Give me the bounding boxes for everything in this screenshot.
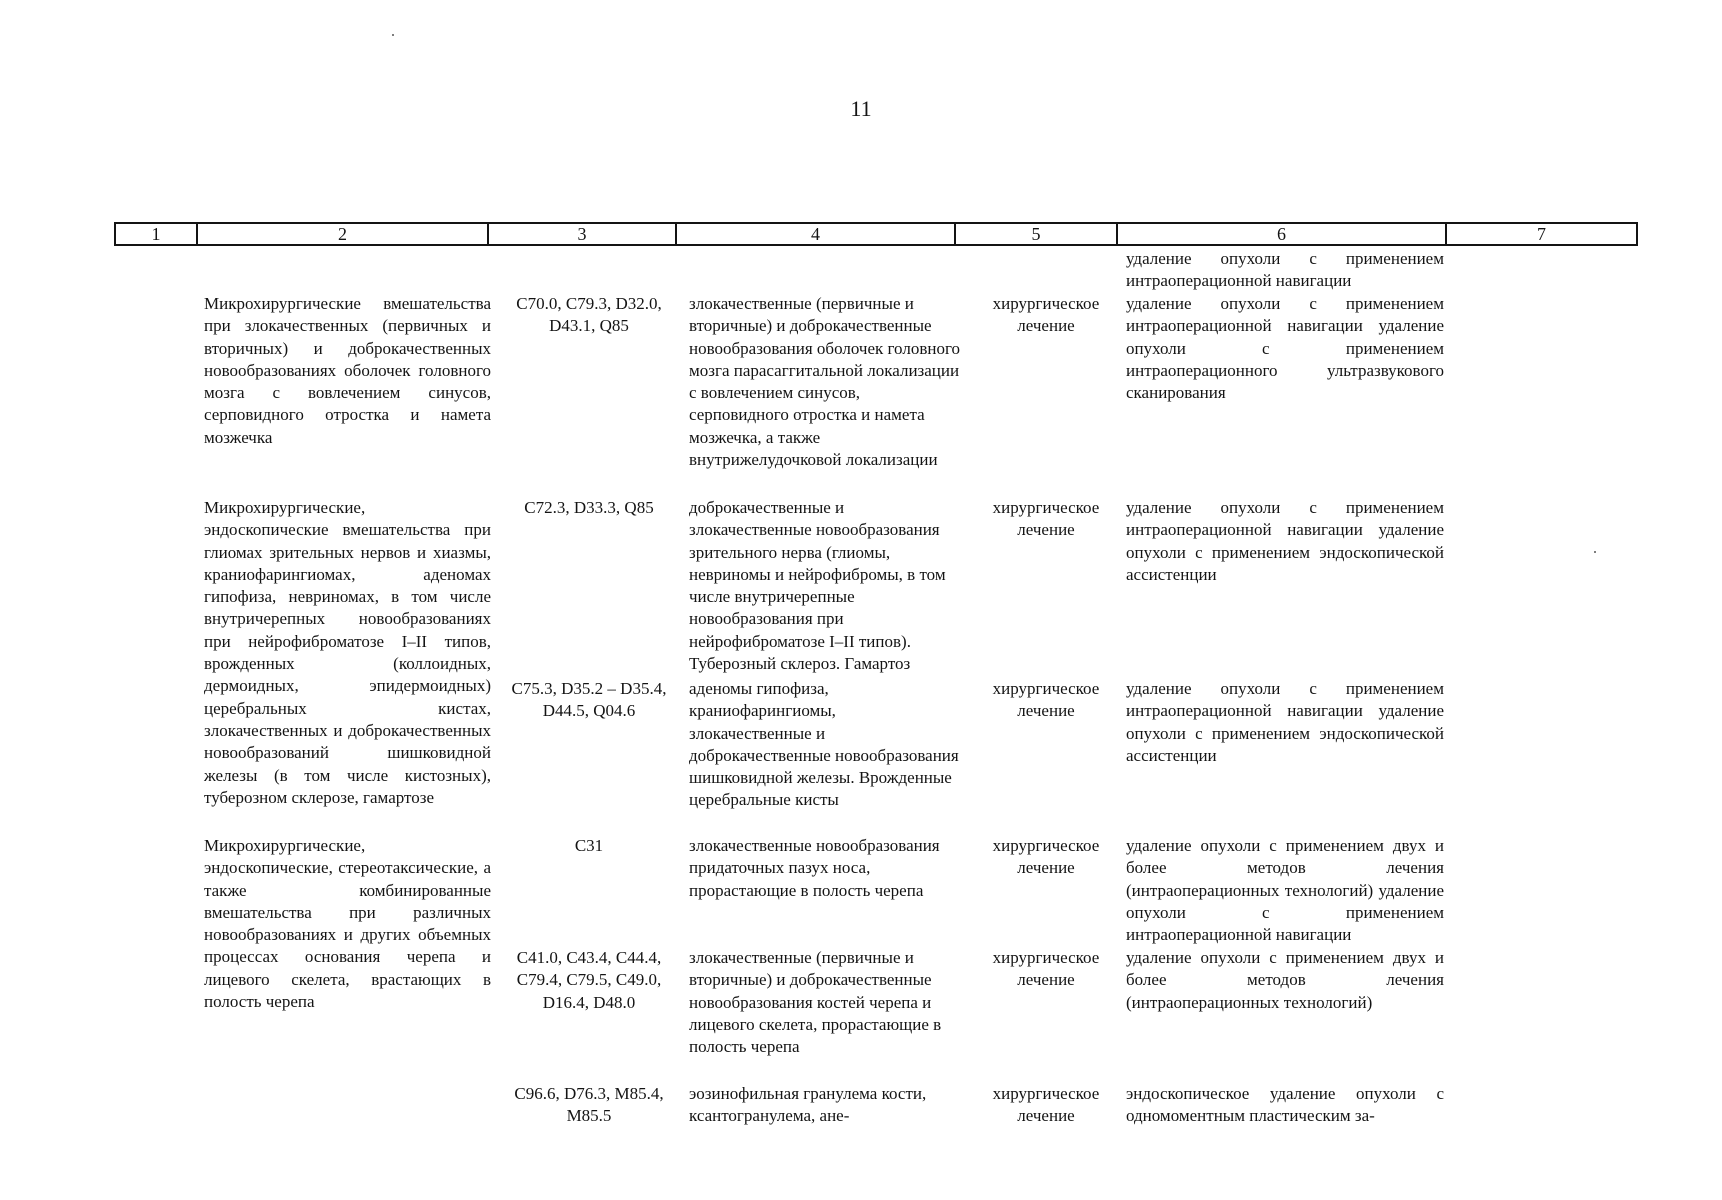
column-3-header: 3	[488, 223, 676, 245]
icd-code-cell: C75.3, D35.2 – D35.4, D44.5, Q04.6	[511, 679, 667, 721]
method-cell: удаление опухоли с применением интраоперационной навигации удаление опухоли с применением эндоскопической ассистенции	[1126, 679, 1444, 765]
treatment-cell: хирургическое лечение	[992, 948, 1100, 990]
column-1-header: 1	[115, 223, 197, 245]
method-cell: удаление опухоли с применением интраоперационной навигации удаление опухоли с применением эндоскопической ассистенции	[1126, 498, 1444, 584]
method-cell: удаление опухоли с применением двух и более методов лечения (интраоперационных технологий) удаление опухоли с применением интраоперационной навигации	[1126, 836, 1444, 945]
diagnosis-cell: злокачественные (первичные и вторичные) и доброкачественные новообразования оболочек головного мозга парасаггитальной локализации с вовлечением синусов, серповидного отростка и намета мозжечка, а также внутрижелудочковой локализации	[689, 294, 960, 470]
column-5-header: 5	[955, 223, 1117, 245]
method-cell: эндоскопическое удаление опухоли с одномоментным пластическим за-	[1126, 1084, 1444, 1126]
treatment-cell: хирургическое лечение	[992, 294, 1100, 336]
intervention-cell: Микрохирургические вмешательства при злокачественных (первичных и вторичных) и доброкачественных новообразованиях оболочек головного мозга с вовлечением синусов, серповидного отростка и намета мозжечка	[204, 294, 491, 447]
diagnosis-cell: эозинофильная гранулема кости, ксантогранулема, ане-	[689, 1084, 927, 1126]
intervention-cell: Микрохирургические, эндоскопические, стереотаксические, а также комбинированные вмешательства при различных новообразованиях и других объемных процессах основания черепа и лицевого скелета, врастающих в полость черепа	[204, 836, 491, 1012]
column-2-header: 2	[197, 223, 488, 245]
method-cell: удаление опухоли с применением интраоперационной навигации удаление опухоли с применением интраоперационного ультразвукового сканирования	[1126, 294, 1444, 403]
icd-code-cell: C96.6, D76.3, M85.4, M85.5	[514, 1084, 664, 1126]
treatment-cell: хирургическое лечение	[992, 679, 1100, 721]
icd-code-cell: C72.3, D33.3, Q85	[524, 498, 654, 517]
column-7-header: 7	[1446, 223, 1637, 245]
icd-code-cell: C31	[574, 836, 604, 855]
diagnosis-cell: доброкачественные и злокачественные новообразования зрительного нерва (глиомы, невриномы и нейрофибромы, в том числе внутричерепные новообразования при нейрофиброматозе I–II типов). Туберозный склероз. Гамартоз	[689, 498, 946, 674]
page-number: 11	[850, 96, 872, 121]
scan-speck	[1594, 551, 1596, 553]
treatment-cell: хирургическое лечение	[992, 836, 1100, 878]
icd-code-cell: C41.0, C43.4, C44.4, C79.4, C79.5, C49.0, D16.4, D48.0	[516, 948, 662, 1012]
column-6-header: 6	[1117, 223, 1446, 245]
method-cell: удаление опухоли с применением двух и более методов лечения (интраоперационных технологий)	[1126, 948, 1444, 1012]
column-4-header: 4	[676, 223, 955, 245]
scan-speck	[392, 34, 394, 36]
treatment-cell: хирургическое лечение	[992, 1084, 1100, 1126]
intervention-cell: Микрохирургические, эндоскопические вмешательства при глиомах зрительных нервов и хиазмы, краниофарингиомах, аденомах гипофиза, невриномах, в том числе внутричерепных новообразованиях при нейрофиброматозе I–II типов, врожденных (коллоидных, дермоидных, эпидермоидных) церебральных кистах, злокачественных и доброкачественных новообразований шишковидной железы (в том числе кистозных), туберозном склерозе, гамартозе	[204, 498, 491, 807]
treatment-cell: хирургическое лечение	[992, 498, 1100, 540]
diagnosis-cell: злокачественные новообразования придаточных пазух носа, прорастающие в полость черепа	[689, 836, 940, 900]
column-number-header	[114, 222, 1638, 246]
diagnosis-cell: злокачественные (первичные и вторичные) и доброкачественные новообразования костей черепа и лицевого скелета, прорастающие в полость черепа	[689, 948, 942, 1057]
diagnosis-cell: аденомы гипофиза, краниофарингиомы, злокачественные и доброкачественные новообразования шишковидной железы. Врожденные церебральные кисты	[689, 679, 959, 810]
icd-code-cell: C70.0, C79.3, D32.0, D43.1, Q85	[516, 294, 662, 336]
continuation-method-cell: удаление опухоли с применением интраоперационной навигации	[1126, 249, 1444, 291]
